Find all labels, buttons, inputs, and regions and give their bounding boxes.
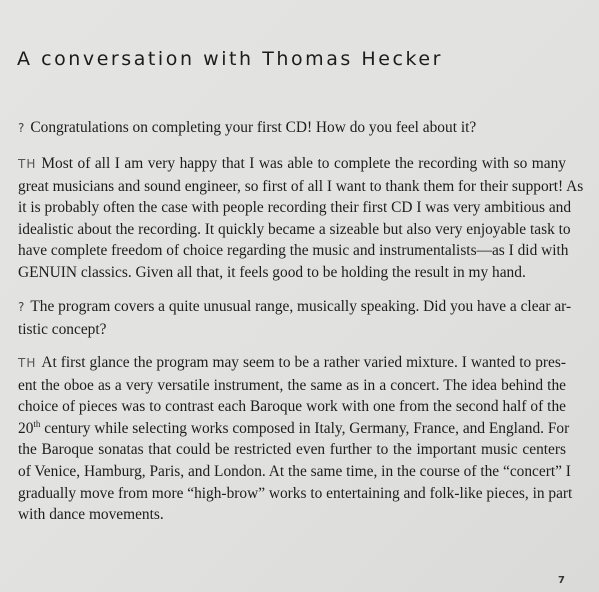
answer-2-line: 20th century while selecting works composed in Italy, Germany, France, and England. For (18, 418, 570, 437)
answer-2-line: with dance movements. (18, 506, 164, 524)
answer-2-line: ent the oboe as a very versatile instrument, the same as in a concert. The idea behind the (18, 376, 566, 394)
answer-2 (18, 352, 573, 526)
answer-1-line: GENUIN classics. Given all that, it feels good to be holding the result in my hand. (18, 263, 526, 281)
answer-1 (18, 153, 584, 284)
answer-2-line: the Baroque sonatas that could be restricted even further to the important music centers (18, 441, 566, 459)
question-1 (18, 117, 566, 140)
answer-2-line: of Venice, Hamburg, Paris, and London. At the same time, in the course of the “concert” I (18, 462, 571, 480)
question-2 (18, 296, 572, 340)
century-suffix: th (33, 418, 41, 429)
page-number: 7 (558, 575, 565, 586)
century-number: 20 (18, 419, 34, 437)
question-1-line (18, 117, 566, 140)
answer-1-line: great musicians and sound engineer, so first of all I want to thank them for their support! As (18, 177, 584, 195)
question-2-line: tistic concept? (18, 320, 107, 338)
speaker-marker: TH (18, 157, 37, 171)
answer-2-line: TH At first glance the program may seem to be a rather varied mixture. I wanted to pres- (18, 354, 566, 371)
answer-1-line: have complete freedom of choice regarding the music and instrumentalists—as I did with (18, 242, 569, 260)
speaker-marker: TH (18, 356, 37, 370)
answer-2-line: choice of pieces was to contrast each Baroque work with one from the second half of the (18, 398, 566, 416)
page-title: A conversation with Thomas Hecker (17, 48, 443, 70)
answer-1-line: idealistic about the recording. It quickly became a sizeable but also very enjoyable task to (18, 220, 571, 238)
answer-1-line: TH Most of all I am very happy that I was able to complete the recording with so many (18, 155, 566, 172)
question-1-text: Congratulations on completing your first CD! How do you feel about it? (30, 119, 477, 136)
answer-1-line: it is probably often the case with people recording their first CD I was very ambitious and (18, 199, 572, 217)
question-marker: ? (18, 121, 25, 135)
question-2-line: ? The program covers a quite unusual range, musically speaking. Did you have a clear ar- (18, 298, 572, 315)
answer-2-line: gradually move from more “high-brow” works to entertaining and folk-like pieces, in part (18, 484, 573, 502)
question-marker: ? (18, 300, 25, 314)
